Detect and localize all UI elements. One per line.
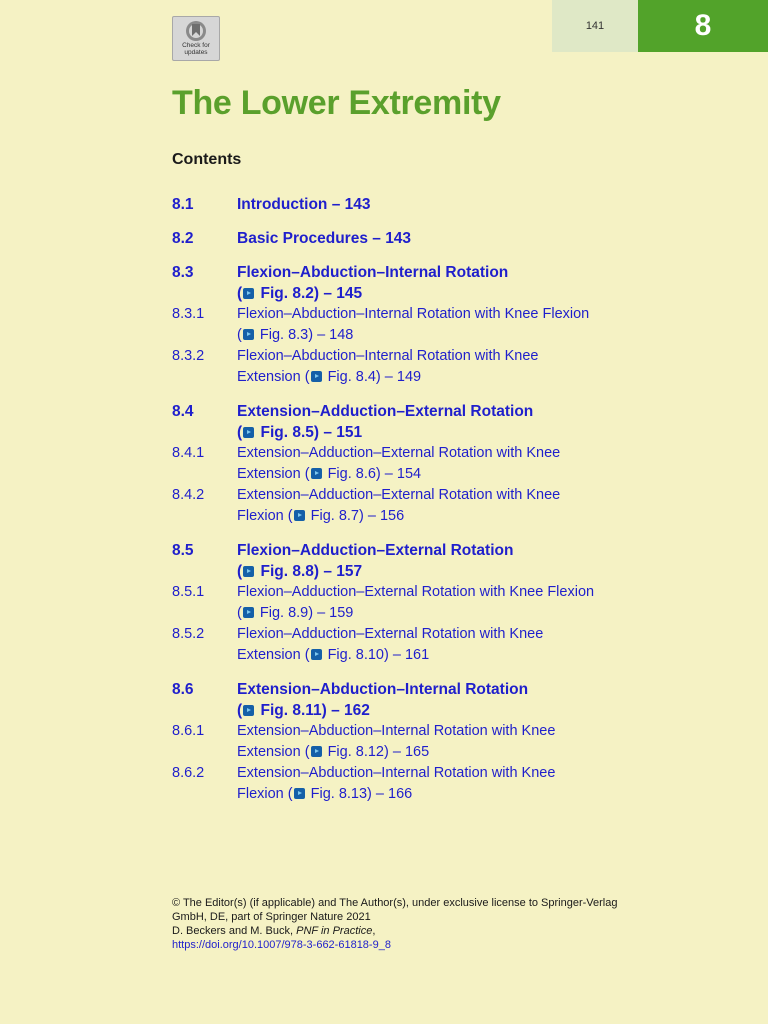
toc-entry[interactable] bbox=[172, 401, 652, 443]
toc-entry-line: Extension–Adduction–External Rotation with Knee bbox=[237, 487, 561, 503]
chapter-number-text: 8 bbox=[694, 9, 712, 42]
check-for-updates-label: updates bbox=[184, 49, 208, 56]
toc-entry-title bbox=[237, 540, 652, 582]
toc-entry-text: Fig. 8.12) – 165 bbox=[323, 744, 430, 760]
toc-entry-text: Fig. 8.11) – 162 bbox=[256, 702, 370, 719]
check-for-updates-icon bbox=[185, 20, 207, 42]
check-for-updates-badge[interactable] bbox=[172, 16, 220, 61]
toc-entry-text: Fig. 8.10) – 161 bbox=[323, 647, 430, 663]
toc-entry-line bbox=[237, 700, 652, 721]
figure-reference-icon[interactable] bbox=[243, 607, 254, 618]
toc-entry-line bbox=[237, 422, 652, 443]
toc-entry-number: 8.3 bbox=[172, 264, 194, 281]
toc-entry-line: Extension–Abduction–Internal Rotation with Knee bbox=[237, 723, 556, 739]
toc-entry-text: Fig. 8.5) – 151 bbox=[256, 424, 363, 441]
toc-entry[interactable] bbox=[172, 443, 652, 485]
toc-entry[interactable] bbox=[172, 194, 652, 215]
toc-entry-text: Flexion ( bbox=[237, 786, 293, 802]
toc-entry-line bbox=[237, 325, 652, 346]
toc-entry-number: 8.2 bbox=[172, 230, 194, 247]
toc-entry-line: Basic Procedures – 143 bbox=[237, 230, 412, 247]
toc-entry-title bbox=[237, 485, 652, 527]
toc-entry-line: Flexion–Adduction–External Rotation with Knee bbox=[237, 626, 544, 642]
toc-entry-line bbox=[237, 645, 652, 666]
toc-entry-number: 8.4.1 bbox=[172, 445, 205, 461]
toc-entry-number: 8.3.1 bbox=[172, 306, 205, 322]
toc-entry-text: Fig. 8.7) – 156 bbox=[306, 508, 405, 524]
toc-entry-line bbox=[237, 367, 652, 388]
toc-entry-text: ( bbox=[237, 605, 242, 621]
toc-entry-line: Extension–Abduction–Internal Rotation with Knee bbox=[237, 765, 556, 781]
toc-entry-number: 8.5.1 bbox=[172, 584, 205, 600]
figure-reference-icon[interactable] bbox=[311, 468, 322, 479]
figure-reference-icon[interactable] bbox=[243, 705, 254, 716]
toc-entry[interactable] bbox=[172, 304, 652, 346]
toc-entry[interactable] bbox=[172, 540, 652, 582]
toc-entry-title bbox=[237, 582, 652, 624]
citation-authors: D. Beckers and M. Buck, bbox=[172, 925, 297, 937]
toc-entry-title bbox=[237, 228, 652, 249]
toc-entry-line bbox=[237, 603, 652, 624]
toc-entry-number: 8.5.2 bbox=[172, 626, 205, 642]
figure-reference-icon[interactable] bbox=[311, 371, 322, 382]
contents-heading: Contents bbox=[172, 151, 242, 168]
toc-entry-text: Fig. 8.13) – 166 bbox=[306, 786, 413, 802]
toc-entry-title bbox=[237, 763, 652, 805]
toc-entry-title bbox=[237, 624, 652, 666]
toc-entry[interactable] bbox=[172, 346, 652, 388]
toc-entry-line: Flexion–Adduction–External Rotation with Knee Flexion bbox=[237, 584, 595, 600]
toc-entry-line: Flexion–Abduction–Internal Rotation with Knee Flexion bbox=[237, 306, 590, 322]
toc-entry-line: Flexion–Adduction–External Rotation bbox=[237, 542, 514, 559]
toc-entry-text: Fig. 8.8) – 157 bbox=[256, 563, 363, 580]
toc-entry-line bbox=[237, 742, 652, 763]
toc-entry[interactable] bbox=[172, 228, 652, 249]
citation-punct: , bbox=[372, 925, 376, 937]
toc-entry-text: Fig. 8.9) – 159 bbox=[255, 605, 354, 621]
figure-reference-icon[interactable] bbox=[294, 788, 305, 799]
toc-entry-text: Flexion ( bbox=[237, 508, 293, 524]
toc-entry-line: Flexion–Abduction–Internal Rotation bbox=[237, 264, 509, 281]
toc-entry-number: 8.6 bbox=[172, 681, 194, 698]
toc-entry-title bbox=[237, 401, 652, 443]
toc-entry-number: 8.4 bbox=[172, 403, 194, 420]
toc-entry-text: Extension ( bbox=[237, 369, 310, 385]
toc-entry-title bbox=[237, 194, 652, 215]
figure-reference-icon[interactable] bbox=[294, 510, 305, 521]
toc-entry[interactable] bbox=[172, 624, 652, 666]
figure-reference-icon[interactable] bbox=[311, 649, 322, 660]
toc-entry-title bbox=[237, 346, 652, 388]
toc-entry-line bbox=[237, 283, 652, 304]
check-for-updates-label: Check for bbox=[182, 42, 210, 49]
toc-entry-number: 8.4.2 bbox=[172, 487, 205, 503]
figure-reference-icon[interactable] bbox=[243, 427, 254, 438]
toc-entry[interactable] bbox=[172, 582, 652, 624]
toc-entry-text: Extension ( bbox=[237, 466, 310, 482]
chapter-number-tab bbox=[638, 0, 768, 52]
toc-entry-number: 8.1 bbox=[172, 196, 194, 213]
toc-entry-text: ( bbox=[237, 424, 243, 441]
toc-entry-text: Fig. 8.6) – 154 bbox=[323, 466, 422, 482]
citation-line bbox=[172, 924, 642, 938]
toc-entry-number: 8.6.2 bbox=[172, 765, 205, 781]
toc-entry-text: Fig. 8.3) – 148 bbox=[255, 327, 354, 343]
toc-entry-line bbox=[237, 561, 652, 582]
toc-entry-text: ( bbox=[237, 327, 242, 343]
toc-entry-line bbox=[237, 464, 652, 485]
toc-entry-line: Extension–Abduction–Internal Rotation bbox=[237, 681, 529, 698]
figure-reference-icon[interactable] bbox=[243, 566, 254, 577]
copyright-footer bbox=[172, 896, 642, 952]
page-number-text: 141 bbox=[585, 20, 605, 32]
toc-entry-text: ( bbox=[237, 563, 243, 580]
toc-entry-line: Extension–Adduction–External Rotation bbox=[237, 403, 534, 420]
copyright-line: © The Editor(s) (if applicable) and The Author(s), under exclusive license to Springer-Verlag bbox=[172, 897, 618, 909]
toc-entry-number: 8.3.2 bbox=[172, 348, 205, 364]
toc-entry-text: ( bbox=[237, 702, 243, 719]
page-number bbox=[552, 0, 638, 52]
toc-entry-line bbox=[237, 506, 652, 527]
toc-entry-text: Extension ( bbox=[237, 647, 310, 663]
toc-entry-title bbox=[237, 262, 652, 304]
toc-entry-line: Extension–Adduction–External Rotation with Knee bbox=[237, 445, 561, 461]
figure-reference-icon[interactable] bbox=[243, 329, 254, 340]
toc-entry-line: Introduction – 143 bbox=[237, 196, 371, 213]
table-of-contents bbox=[172, 194, 652, 805]
toc-entry[interactable] bbox=[172, 721, 652, 763]
toc-entry-title bbox=[237, 443, 652, 485]
toc-entry-text: Extension ( bbox=[237, 744, 310, 760]
doi-link[interactable]: https://doi.org/10.1007/978-3-662-61818-9_8 bbox=[172, 939, 391, 951]
chapter-title: The Lower Extremity bbox=[172, 84, 501, 122]
toc-entry-text: Fig. 8.4) – 149 bbox=[323, 369, 422, 385]
toc-entry-text: ( bbox=[237, 285, 243, 302]
figure-reference-icon[interactable] bbox=[311, 746, 322, 757]
copyright-line: GmbH, DE, part of Springer Nature 2021 bbox=[172, 911, 371, 923]
toc-entry-text: Fig. 8.2) – 145 bbox=[256, 285, 363, 302]
toc-entry[interactable] bbox=[172, 679, 652, 721]
toc-entry-number: 8.5 bbox=[172, 542, 194, 559]
toc-entry-line bbox=[237, 784, 652, 805]
toc-entry-title bbox=[237, 304, 652, 346]
toc-entry-title bbox=[237, 679, 652, 721]
toc-entry-number: 8.6.1 bbox=[172, 723, 205, 739]
toc-entry[interactable] bbox=[172, 763, 652, 805]
toc-entry-line: Flexion–Abduction–Internal Rotation with Knee bbox=[237, 348, 539, 364]
figure-reference-icon[interactable] bbox=[243, 288, 254, 299]
toc-entry[interactable] bbox=[172, 262, 652, 304]
citation-book-title: PNF in Practice bbox=[296, 925, 373, 937]
toc-entry[interactable] bbox=[172, 485, 652, 527]
toc-entry-title bbox=[237, 721, 652, 763]
